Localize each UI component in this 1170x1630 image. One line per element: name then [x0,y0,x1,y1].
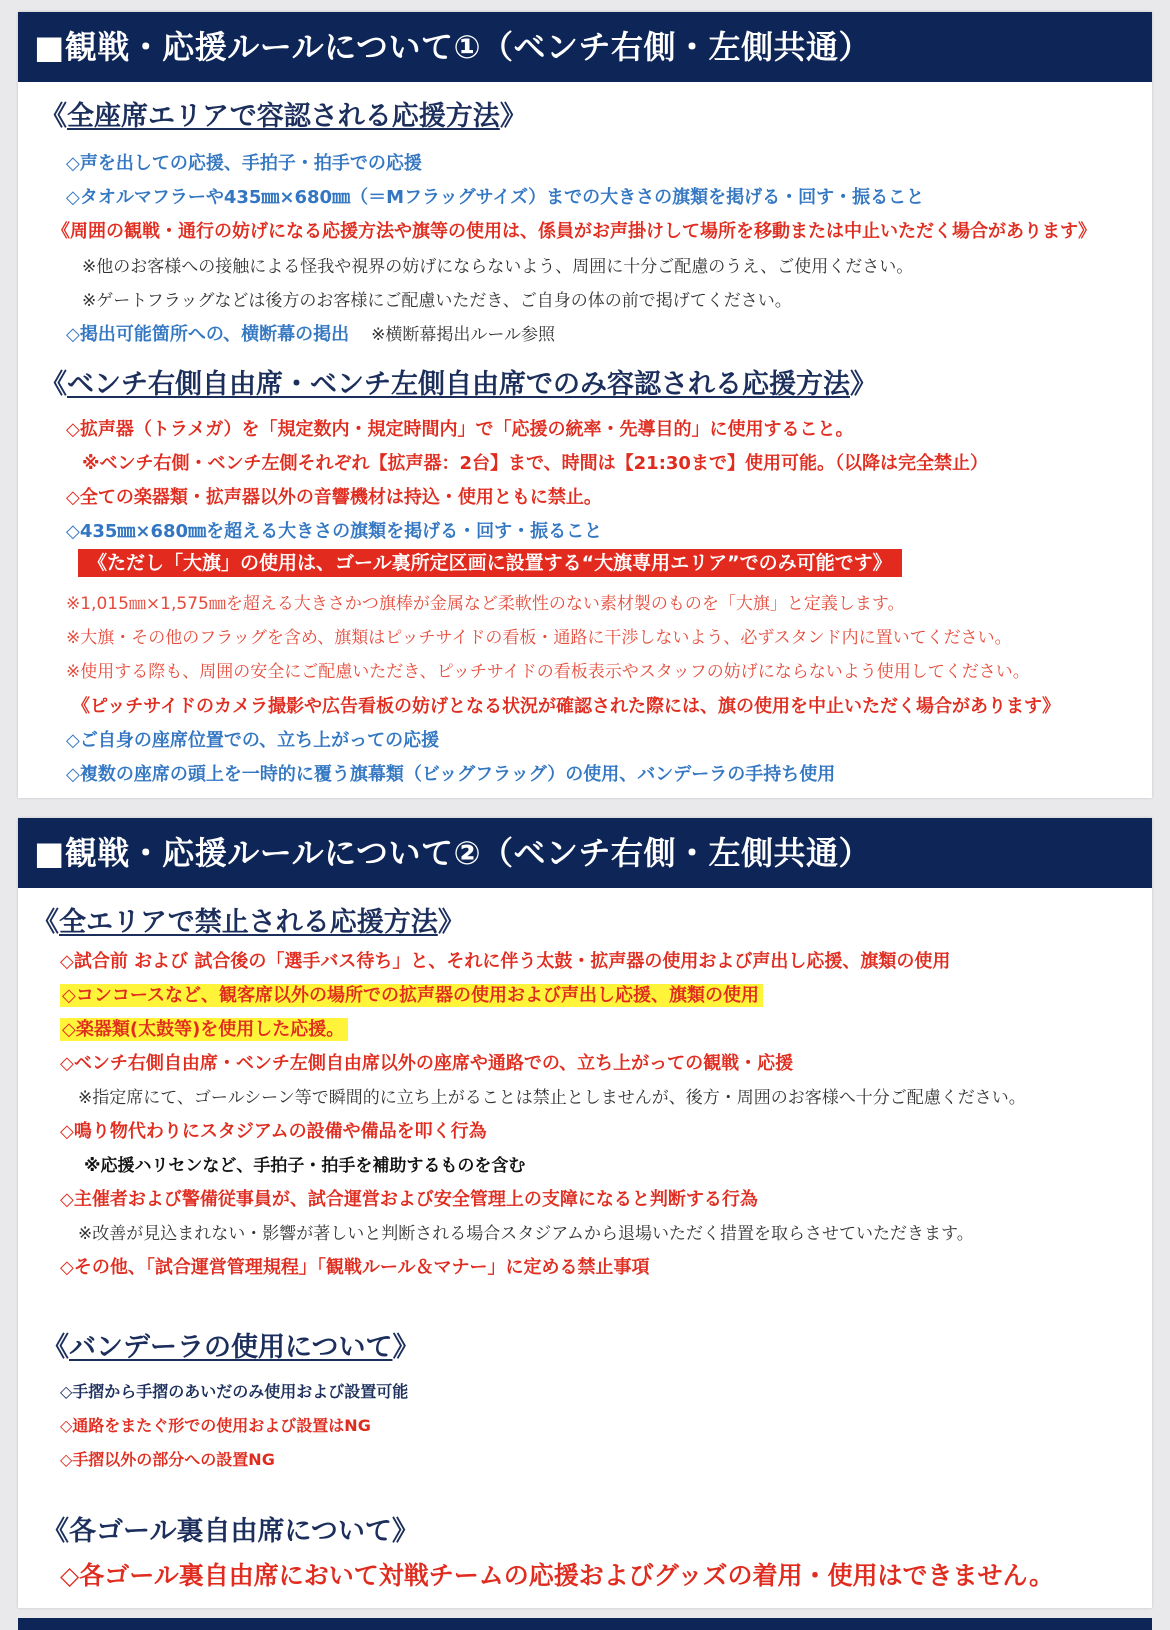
big-flag-notice [78,548,902,575]
note-text: ※1,015㎜×1,575㎜を超える大きさかつ旗棒が金属など柔軟性のない素材製のものを「大旗」と定義します。 [66,594,905,614]
list-item: ◇435㎜×680㎜を超える大きさの旗類を掲げる・回す・振ること [66,521,603,542]
goal-seats-rule: ◇各ゴール裏自由席において対戦チームの応援およびグッズの着用・使用はできません。 [60,1561,1054,1590]
highlight-text: ◇コンコースなど、観客席以外の場所での拡声器の使用および声出し応援、旗類の使用 [60,984,763,1007]
note-text: ※大旗・その他のフラッグを含め、旗類はピッチサイドの看板・通路に干渉しないよう、必ずスタンド内に置いてください。 [66,628,1012,648]
rules-card-1 [18,12,1152,798]
list-item: ◇ご自身の座席位置での、立ち上がっての応援 [66,730,440,751]
note-text: ※指定席にて、ゴールシーン等で瞬間的に立ち上がることは禁止としませんが、後方・周囲のお客様へ十分ご配慮ください。 [78,1088,1026,1108]
heading-bench-seats-text: ベンチ右側自由席・ベンチ左側自由席でのみ容認される応援方法 [67,369,850,400]
note-text: ※改善が見込まれない・影響が著しいと判断される場合スタジアムから退場いただく措置を取らさせていただきます。 [78,1224,974,1244]
list-item-highlighted [60,1015,348,1041]
heading-bandeira: 《バンデーラの使用について》 [42,1332,420,1363]
heading-all-seats: 《全座席エリアで容認される応援方法》 [40,101,527,132]
heading-goal-seats-text: 各ゴール裏自由席について [69,1516,392,1547]
note-text: ※他のお客様への接触による怪我や視界の妨げにならないよう、周囲に十分ご配慮のうえ、ご使用ください。 [82,257,914,277]
heading-bandeira-text: バンデーラの使用について [69,1332,393,1363]
heading-all-seats-text: 全座席エリアで容認される応援方法 [67,101,500,132]
heading-prohibited-text: 全エリアで禁止される応援方法 [59,907,438,938]
list-item: ◇ベンチ右側自由席・ベンチ左側自由席以外の座席や通路での、立ち上がっての観戦・応援 [60,1053,794,1074]
big-flag-notice-text: 《ただし「大旗」の使用は、ゴール裏所定区画に設置する“大旗専用エリア”でのみ可能です》 [78,549,902,577]
next-section-banner [18,1618,1152,1630]
section-2-title: ■観戦・応援ルールについて②（ベンチ右側・左側共通） [18,818,1152,888]
highlight-text: ◇楽器類(太鼓等)を使用した応援。 [60,1018,348,1041]
list-item: ◇手摺から手摺のあいだのみ使用および設置可能 [60,1382,409,1401]
note-text: ※ベンチ右側・ベンチ左側それぞれ【拡声器：2台】まで、時間は【21:30まで】使用可能。（以降は完全禁止） [82,453,988,474]
warning-text: 《周囲の観戦・通行の妨げになる応援方法や旗等の使用は、係員がお声掛けして場所を移動または中止いただく場合があります》 [52,221,1096,242]
section-1-title: ■観戦・応援ルールについて①（ベンチ右側・左側共通） [18,12,1152,82]
heading-bench-seats: 《ベンチ右側自由席・ベンチ左側自由席でのみ容認される応援方法》 [40,369,877,400]
list-item: ◇通路をまたぐ形での使用および設置はNG [60,1416,371,1435]
list-item: ◇拡声器（トラメガ）を「規定数内・規定時間内」で「応援の統率・先導目的」に使用すること。 [66,419,854,440]
list-item: ◇その他、「試合運営管理規程」「観戦ルール＆マナー」に定める禁止事項 [60,1257,650,1278]
banner-note-text: ※横断幕掲出ルール参照 [371,325,556,345]
list-item: ◇声を出しての応援、手拍子・拍手での応援 [66,153,422,174]
list-item-highlighted [60,981,763,1007]
list-item: ◇全ての楽器類・拡声器以外の音響機材は持込・使用ともに禁止。 [66,487,602,508]
warning-text: 《ピッチサイドのカメラ撮影や広告看板の妨げとなる状況が確認された際には、旗の使用を中止いただく場合があります》 [72,696,1061,717]
heading-prohibited: 《全エリアで禁止される応援方法》 [32,907,465,938]
list-item: ◇鳴り物代わりにスタジアムの設備や備品を叩く行為 [60,1121,487,1142]
list-item-banner [66,320,555,346]
note-text: ※応援ハリセンなど、手拍子・拍手を補助するものを含む [84,1156,526,1176]
list-item: ◇主催者および警備従事員が、試合運営および安全管理上の支障になると判断する行為 [60,1189,758,1210]
list-item: ◇タオルマフラーや435㎜×680㎜（＝Mフラッグサイズ）までの大きさの旗類を掲げる・回す・振ること [66,187,925,208]
list-item: ◇手摺以外の部分への設置NG [60,1450,275,1469]
rules-card-2 [18,818,1152,1608]
banner-item-text: ◇掲出可能箇所への、横断幕の掲出 [66,324,350,345]
heading-goal-seats: 《各ゴール裏自由席について》 [42,1516,419,1547]
list-item: ◇複数の座席の頭上を一時的に覆う旗幕類（ビッグフラッグ）の使用、バンデーラの手持ち使用 [66,764,836,785]
note-text: ※使用する際も、周囲の安全にご配慮いただき、ピッチサイドの看板表示やスタッフの妨げにならないよう使用してください。 [66,662,1030,682]
list-item: ◇試合前 および 試合後の「選手バス待ち」と、それに伴う太鼓・拡声器の使用および声出し応援、旗類の使用 [60,951,951,972]
note-text: ※ゲートフラッグなどは後方のお客様にご配慮いただき、ご自身の体の前で掲げてください。 [82,291,792,311]
